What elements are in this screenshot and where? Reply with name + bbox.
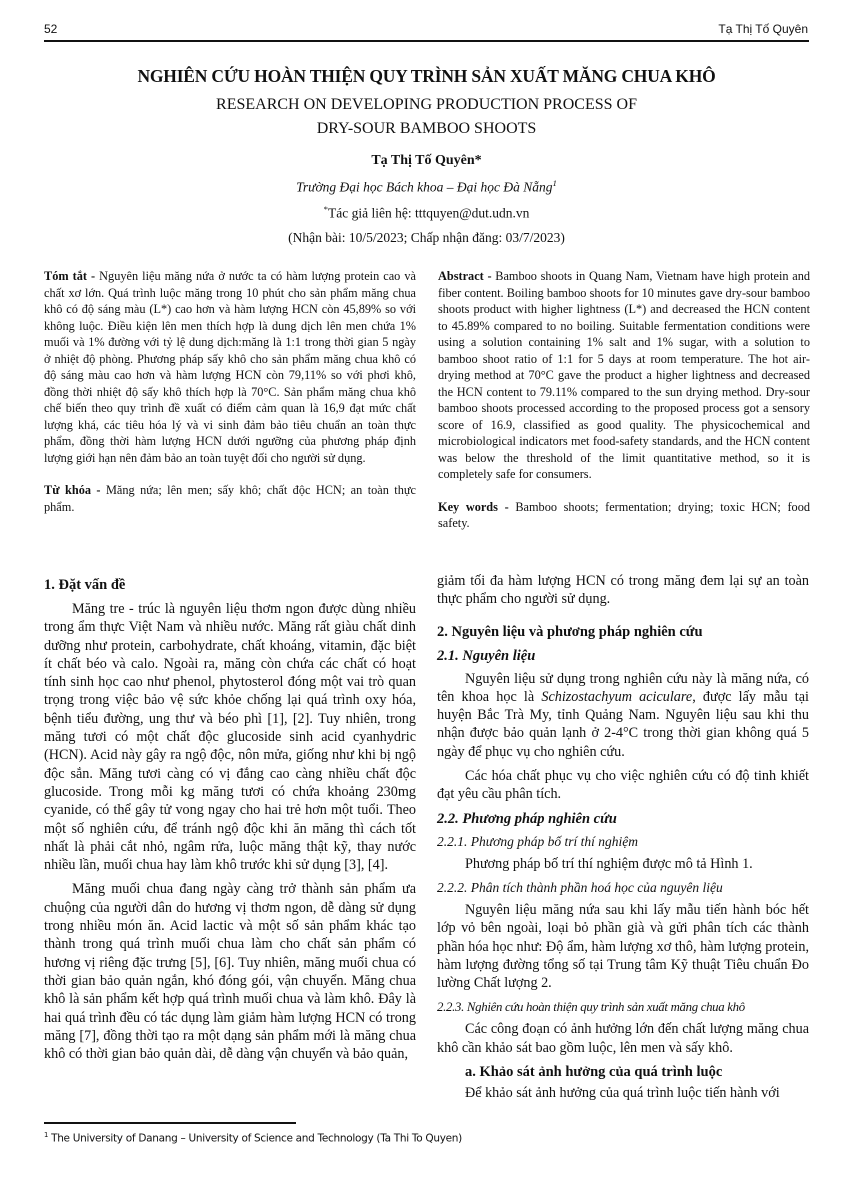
keywords-vi-text: Măng nứa; lên men; sấy khô; chất độc HCN; an toàn thực phẩm. (44, 483, 416, 514)
body-column-left (44, 572, 416, 1069)
running-author: Tạ Thị Tố Quyên (718, 22, 808, 36)
title-english-line1: RESEARCH ON DEVELOPING PRODUCTION PROCESS OF (216, 96, 637, 113)
section-2-2-2-heading: 2.2.2. Phân tích thành phần hoá học của nguyên liệu (437, 879, 723, 895)
paragraph: giảm tối đa hàm lượng HCN có trong măng đem lại sự an toàn thực phẩm cho người sử dụng. (437, 573, 809, 608)
contact-mark: * (323, 204, 328, 214)
footnote-rule (44, 1122, 296, 1124)
abstract-vietnamese (44, 268, 416, 531)
paragraph: Các công đoạn có ảnh hưởng lớn đến chất lượng măng chua khô cần khảo sát bao gồm luộc, lên men và sấy khô. (437, 1021, 809, 1056)
section-a-heading: a. Khảo sát ảnh hưởng của quá trình luộc (465, 1064, 723, 1081)
affiliation-mark: 1 (552, 178, 557, 188)
footnote (44, 1131, 462, 1145)
author-name: Tạ Thị Tố Quyên* (371, 153, 482, 168)
keywords-vi-label: Từ khóa - (44, 483, 101, 497)
title-english-line2: DRY-SOUR BAMBOO SHOOTS (316, 120, 537, 137)
section-2-2-1-heading: 2.2.1. Phương pháp bố trí thí nghiệm (437, 833, 638, 849)
paragraph (437, 670, 809, 761)
abstract-en-label: Abstract - (438, 269, 492, 283)
footnote-text: The University of Danang – University of Science and Technology (Ta Thi To Quyen) (48, 1132, 462, 1145)
paragraph: Các hóa chất phục vụ cho việc nghiên cứu có độ tinh khiết đạt yêu cầu phân tích. (437, 768, 809, 803)
text: , được lấy mẫu tại huyện Bắc Trà My, tỉnh Quảng Nam. Nguyên liệu sau khi thu nhận được bảo quản lạnh ở 2-4°C trong thời gian không quá 5 ngày để phục vụ cho nghiên cứu. (437, 688, 809, 760)
keywords-en-text: Bamboo shoots; fermentation; drying; toxic HCN; food safety. (438, 499, 810, 530)
affiliation (0, 178, 853, 196)
abstract-english (438, 268, 810, 548)
paragraph: Nguyên liệu măng nứa sau khi lấy mẫu tiến hành bóc hết lớp vỏ bên ngoài, loại bỏ phần già và gửi phân tích các thành phần hóa học như: Độ ẩm, hàm lượng xơ thô, hàm lượng protein, hàm lượng đường tổng số tại Trung tâm Kỹ thuật Tiêu chuẩn Đo lường Chất lượng 2. (437, 901, 809, 992)
contact-text: Tác giả liên hệ: tttquyen@dut.udn.vn (328, 205, 530, 221)
title-english (0, 93, 853, 141)
footnote-mark: 1 (44, 1131, 49, 1139)
abstract-vi-text: Nguyên liệu măng nứa ở nước ta có hàm lượng protein cao và chất xơ lớn. Quá trình luộc măng trong 10 phút cho sản phẩm măng chua khô có độ sáng màu (L*) cao hơn và hàm lượng HCN còn 45,89% so với không luộc. Điều kiện lên men thích hợp là dung dịch lên men chứa 1% muối và 1% đường với tỷ lệ dung dịch:măng là 1:1 trong thời gian 5 ngày ở nhiệt độ phòng. Phương pháp sấy khô cho sản phẩm măng chua khô có độ sáng màu cao hơn và hàm lượng HCN còn 79,11% so với phơi khô, đồng thời nhiệt độ sấy khô thích hợp là 70°C. Sản phẩm măng chua khô chế biến theo quy trình đề xuất có điểm cảm quan là 16,9 đạt mức chất lượng khá, các tiêu hóa lý và vi sinh đảm bảo tiêu chuẩn an toàn thực phẩm, đồng thời hàm lượng HCN dưới ngưỡng của phương pháp định lượng giới hạn nên đảm bảo an toàn tuyệt đối cho người sử dụng. (44, 269, 416, 465)
body-column-right (437, 572, 809, 1108)
species-name: Schizostachyum aciculare (541, 688, 693, 705)
title-vietnamese: NGHIÊN CỨU HOÀN THIỆN QUY TRÌNH SẢN XUẤT MĂNG CHUA KHÔ (137, 66, 716, 86)
submission-dates: (Nhận bài: 10/5/2023; Chấp nhận đăng: 03/7/2023) (288, 230, 565, 245)
header-rule (44, 40, 809, 42)
paragraph: Để khảo sát ảnh hưởng của quá trình luộc tiến hành với (465, 1085, 780, 1102)
paragraph: Phương pháp bố trí thí nghiệm được mô tả Hình 1. (465, 855, 753, 872)
text: Nguyên liệu sử dụng trong nghiên cứu này là măng nứa, có tên khoa học là (437, 670, 809, 705)
affiliation-text: Trường Đại học Bách khoa – Đại học Đà Nẵng (296, 179, 553, 195)
paragraph: Măng tre - trúc là nguyên liệu thơm ngon được dùng nhiều trong ẩm thực Việt Nam và nhiều nước. Măng rất giàu chất dinh dưỡng như protein, carbohydrate, chất khoáng, vitamin, đặc biệt ít chất béo và calo. Ngoài ra, măng còn chứa các chất có hoạt tính sinh học cao như phenol, phytosterol đóng một vai trò quan trọng trong việc bảo vệ sức khỏe chống lại quá trình oxy hóa, bệnh tiểu đường, ung thư và béo phì [1], [2]. Tuy nhiên, trong măng tươi có một chất độc glucoside sinh acid cyanhydric (HCN). Acid này gây ra ngộ độc, nôn mửa, giống như khi bị ngộ độc sắn. Măng tươi càng có vị đắng cao càng nhiều chất độc glucoside. Trong mỗi kg măng tươi có chứa khoảng 230mg cyanide, có thể gây tử vong ngay cho hai trẻ hơn một tuổi. Theo một số nghiên cứu, để tránh ngộ độc khi ăn măng thì cách tốt nhất là phải cắt nhỏ, ngâm rửa, luộc măng thật kỹ, thay nước nhiều lần, muối chua hay làm khô trước khi sử dụng [3], [4]. (44, 601, 416, 874)
abstract-vi-label: Tóm tắt - (44, 269, 96, 283)
page-number: 52 (44, 22, 58, 36)
section-2-2-heading: 2.2. Phương pháp nghiên cứu (437, 810, 617, 827)
abstract-en-text: Bamboo shoots in Quang Nam, Vietnam have high protein and fiber content. Boiling bamboo shoots for 10 minutes gave dry-sour bamboo shoots product with higher lightness (L*) and decreased the HCN content to 45.89% compared to no boiling. Suitable fermentation conditions were using a solution containing 1% salt and 1% sugar, with a solution to bamboo shoot ratio of 1:1 for 5 days at room temperature. The hot air-drying method at 70°C gave the product a higher lightness and decreased the HCN content to 79.11% compared to the sun drying method. Dry-sour bamboo shoots processed according to the proposed process got a sensory score of 16.9, classified as good quality. The physicochemical and microbiological indicators met food-safety standards, and the HCN content was below the threshold of the limit quantitative method, so it is completely safe for consumers. (438, 269, 810, 481)
section-2-1-heading: 2.1. Nguyên liệu (437, 647, 536, 664)
section-2-2-3-heading: 2.2.3. Nghiên cứu hoàn thiện quy trình sản xuất măng chua khô (437, 1000, 745, 1015)
keywords-en-label: Key words - (438, 499, 509, 514)
section-1-heading: 1. Đặt vấn đề (44, 577, 126, 593)
paragraph: Măng muối chua đang ngày càng trở thành sản phẩm ưa chuộng của người dân do hương vị thơm ngon, dễ dàng sử dụng trong nhiều món ăn. Acid lactic và một số sản phẩm khác tạo thành trong quá trình muối chua làm cho chất sản phẩm có hương vị riêng đặc trưng [5], [6]. Tuy nhiên, măng muối chua có thời gian bảo quản ngắn, khó đóng gói, vận chuyển. Măng chua khô là sản phẩm kết hợp quá trình muối chua và làm khô. Đây là hai quá trình đều có tác dụng làm giảm hàm lượng HCN có trong măng [7], đồng thời tạo ra một dạng sản phẩm mới là măng chua khô có thời gian bảo quản dài, dễ dàng vận chuyển và bảo quản, (44, 881, 416, 1063)
contact (0, 204, 853, 222)
section-2-heading: 2. Nguyên liệu và phương pháp nghiên cứu (437, 623, 703, 640)
